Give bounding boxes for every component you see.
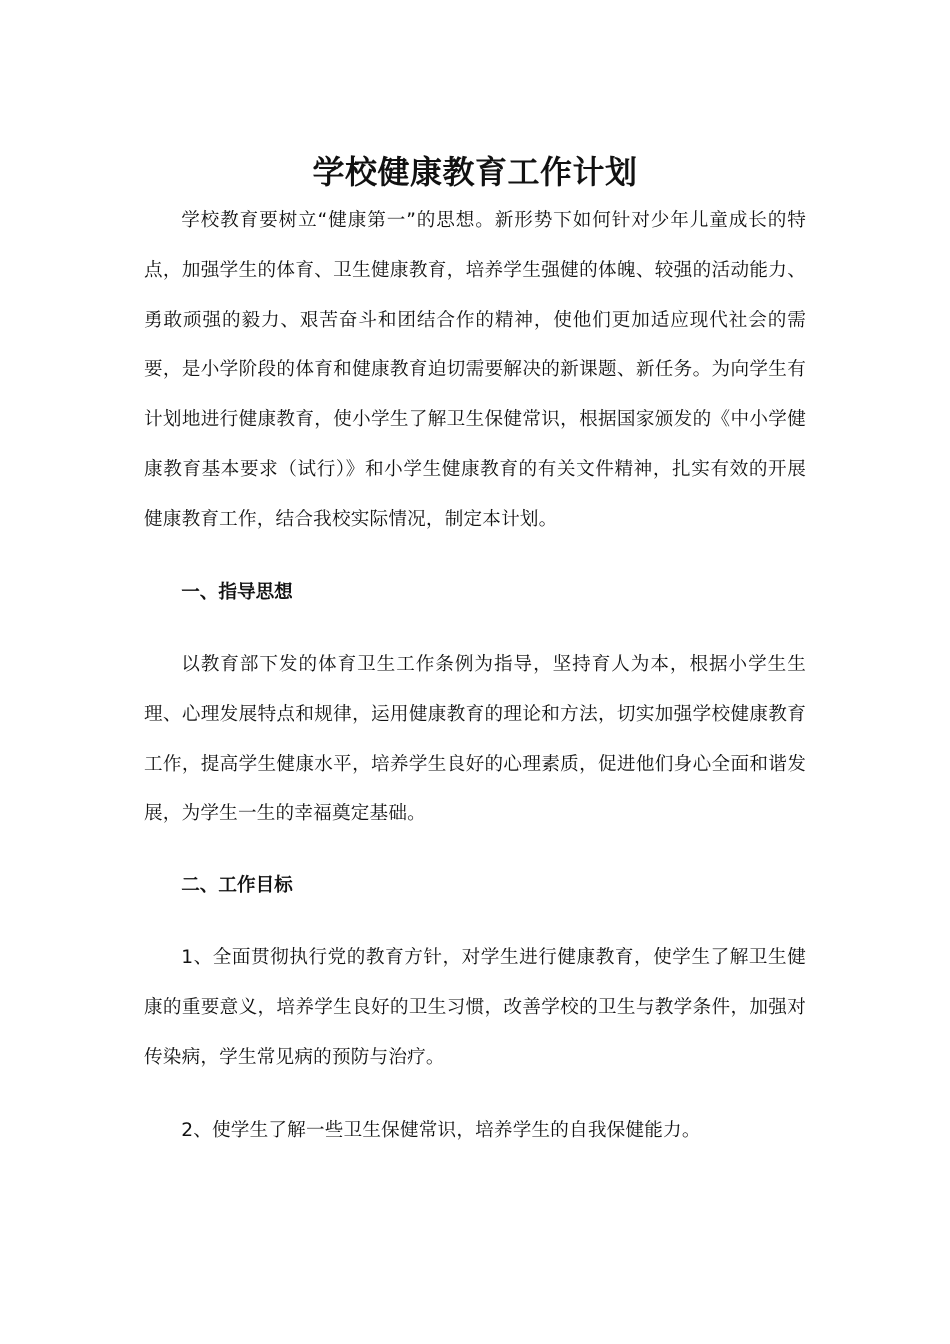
- section-paragraph-guiding-ideology: 以教育部下发的体育卫生工作条例为指导，坚持育人为本，根据小学生生理、心理发展特点和规律，运用健康教育的理论和方法，切实加强学校健康教育工作，提高学生健康水平，培养学生良好的心理素质，促进他们身心全面和谐发展，为学生一生的幸福奠定基础。: [144, 654, 806, 825]
- section-heading-work-goals: 二、工作目标: [181, 875, 293, 896]
- goal-item-1: 1、全面贯彻执行党的教育方针，对学生进行健康教育，使学生了解卫生健康的重要意义，培养学生良好的卫生习惯，改善学校的卫生与教学条件，加强对传染病，学生常见病的预防与治疗。: [144, 947, 806, 1068]
- intro-paragraph: 学校教育要树立“健康第一”的思想。新形势下如何针对少年儿童成长的特点，加强学生的体育、卫生健康教育，培养学生强健的体魄、较强的活动能力、勇敢顽强的毅力、艰苦奋斗和团结合作的精神，使他们更加适应现代社会的需要，是小学阶段的体育和健康教育迫切需要解决的新课题、新任务。为向学生有计划地进行健康教育，使小学生了解卫生保健常识，根据国家颁发的《中小学健康教育基本要求（试行）》和小学生健康教育的有关文件精神，扎实有效的开展健康教育工作，结合我校实际情况，制定本计划。: [144, 210, 806, 530]
- goal-item-2: 2、使学生了解一些卫生保健常识，培养学生的自我保健能力。: [181, 1120, 701, 1141]
- section-heading-guiding-ideology: 一、指导思想: [181, 582, 293, 603]
- document-title: 学校健康教育工作计划: [312, 153, 638, 192]
